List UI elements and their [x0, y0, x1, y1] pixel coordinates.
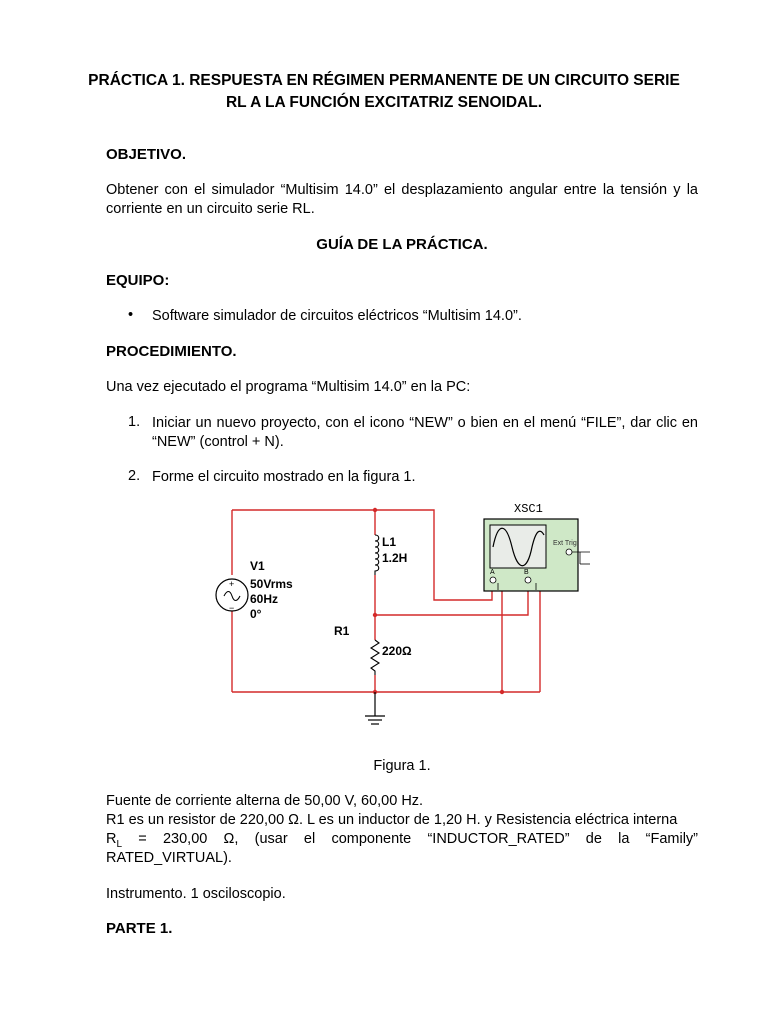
rl-subscript: L — [116, 838, 123, 850]
scope-name: XSC1 — [514, 502, 543, 516]
step-text: Forme el circuito mostrado en la figura 1. — [152, 469, 416, 485]
step-number: 1. — [128, 414, 141, 430]
source-voltage: 50Vrms — [250, 577, 293, 591]
procedure-intro: Una vez ejecutado el programa “Multisim 14.0” en la PC: — [106, 379, 471, 395]
wire-channel-b — [375, 588, 528, 615]
document-title — [60, 70, 708, 114]
description-line-3-text: = 230,00 Ω, (usar el componente “INDUCTOR_RATED” de la “Family” — [122, 831, 698, 847]
resistor-symbol — [371, 640, 379, 675]
inductor-value: 1.2H — [382, 551, 408, 565]
source-phase: 0° — [250, 607, 262, 621]
part-heading: PARTE 1. — [106, 920, 173, 937]
equipment-heading: EQUIPO: — [106, 272, 170, 289]
scope-channel-a-label: A — [490, 569, 495, 576]
instrument-text: Instrumento. 1 osciloscopio. — [106, 886, 286, 902]
inductor-name: L1 — [382, 535, 397, 549]
objective-text: Obtener con el simulador “Multisim 14.0” el desplazamiento angular entre la tensión y la corriente en un circuito serie RL. — [106, 182, 698, 217]
junction-dot — [373, 508, 377, 512]
scope-ext-trig-label: Ext Trig — [553, 540, 577, 547]
resistor-name: R1 — [334, 624, 350, 638]
ac-source-symbol — [216, 579, 248, 613]
inductor-symbol — [375, 535, 379, 575]
circuit-figure — [0, 490, 768, 750]
title-line-2: RL A LA FUNCIÓN EXCITATRIZ SENOIDAL. — [225, 94, 543, 111]
source-frequency: 60Hz — [250, 592, 279, 606]
equipment-item: Software simulador de circuitos eléctricos “Multisim 14.0”. — [152, 308, 522, 324]
ground-symbol — [365, 692, 385, 724]
description-line-1: Fuente de corriente alterna de 50,00 V, 60,00 Hz. — [106, 793, 424, 809]
resistor-value: 220Ω — [382, 644, 412, 658]
figure-caption: Figura 1. — [373, 758, 431, 774]
scope-ext-trig-terminal[interactable] — [566, 549, 572, 555]
title-line-1: PRÁCTICA 1. RESPUESTA EN RÉGIMEN PERMANENTE DE UN CIRCUITO SERIE — [88, 72, 680, 89]
step-text: Iniciar un nuevo proyecto, con el icono “NEW” o bien en el menú “FILE”, dar clic en “NEW” (control + N). — [152, 415, 698, 450]
junction-dot — [373, 613, 377, 617]
description-line-2: R1 es un resistor de 220,00 Ω. L es un inductor de 1,20 H. y Resistencia eléctrica interna — [106, 812, 678, 828]
objective-heading: OBJETIVO. — [106, 146, 187, 163]
description-line-4: RATED_VIRTUAL). — [106, 850, 232, 866]
step-number: 2. — [128, 468, 141, 484]
junction-dot — [500, 690, 504, 694]
bullet-marker: • — [128, 307, 134, 323]
guide-heading: GUÍA DE LA PRÁCTICA. — [316, 236, 488, 253]
wire-scope-ground — [536, 588, 540, 692]
oscilloscope — [484, 519, 590, 591]
source-minus: − — [229, 603, 235, 613]
source-name: V1 — [250, 559, 265, 573]
scope-channel-a-terminal[interactable] — [490, 577, 496, 583]
scope-channel-b-terminal[interactable] — [525, 577, 531, 583]
source-plus: + — [229, 579, 235, 589]
rl-symbol: R — [106, 831, 117, 847]
wire-channel-a-return — [498, 588, 502, 692]
scope-channel-b-label: B — [524, 569, 529, 576]
procedure-heading: PROCEDIMIENTO. — [106, 343, 237, 360]
